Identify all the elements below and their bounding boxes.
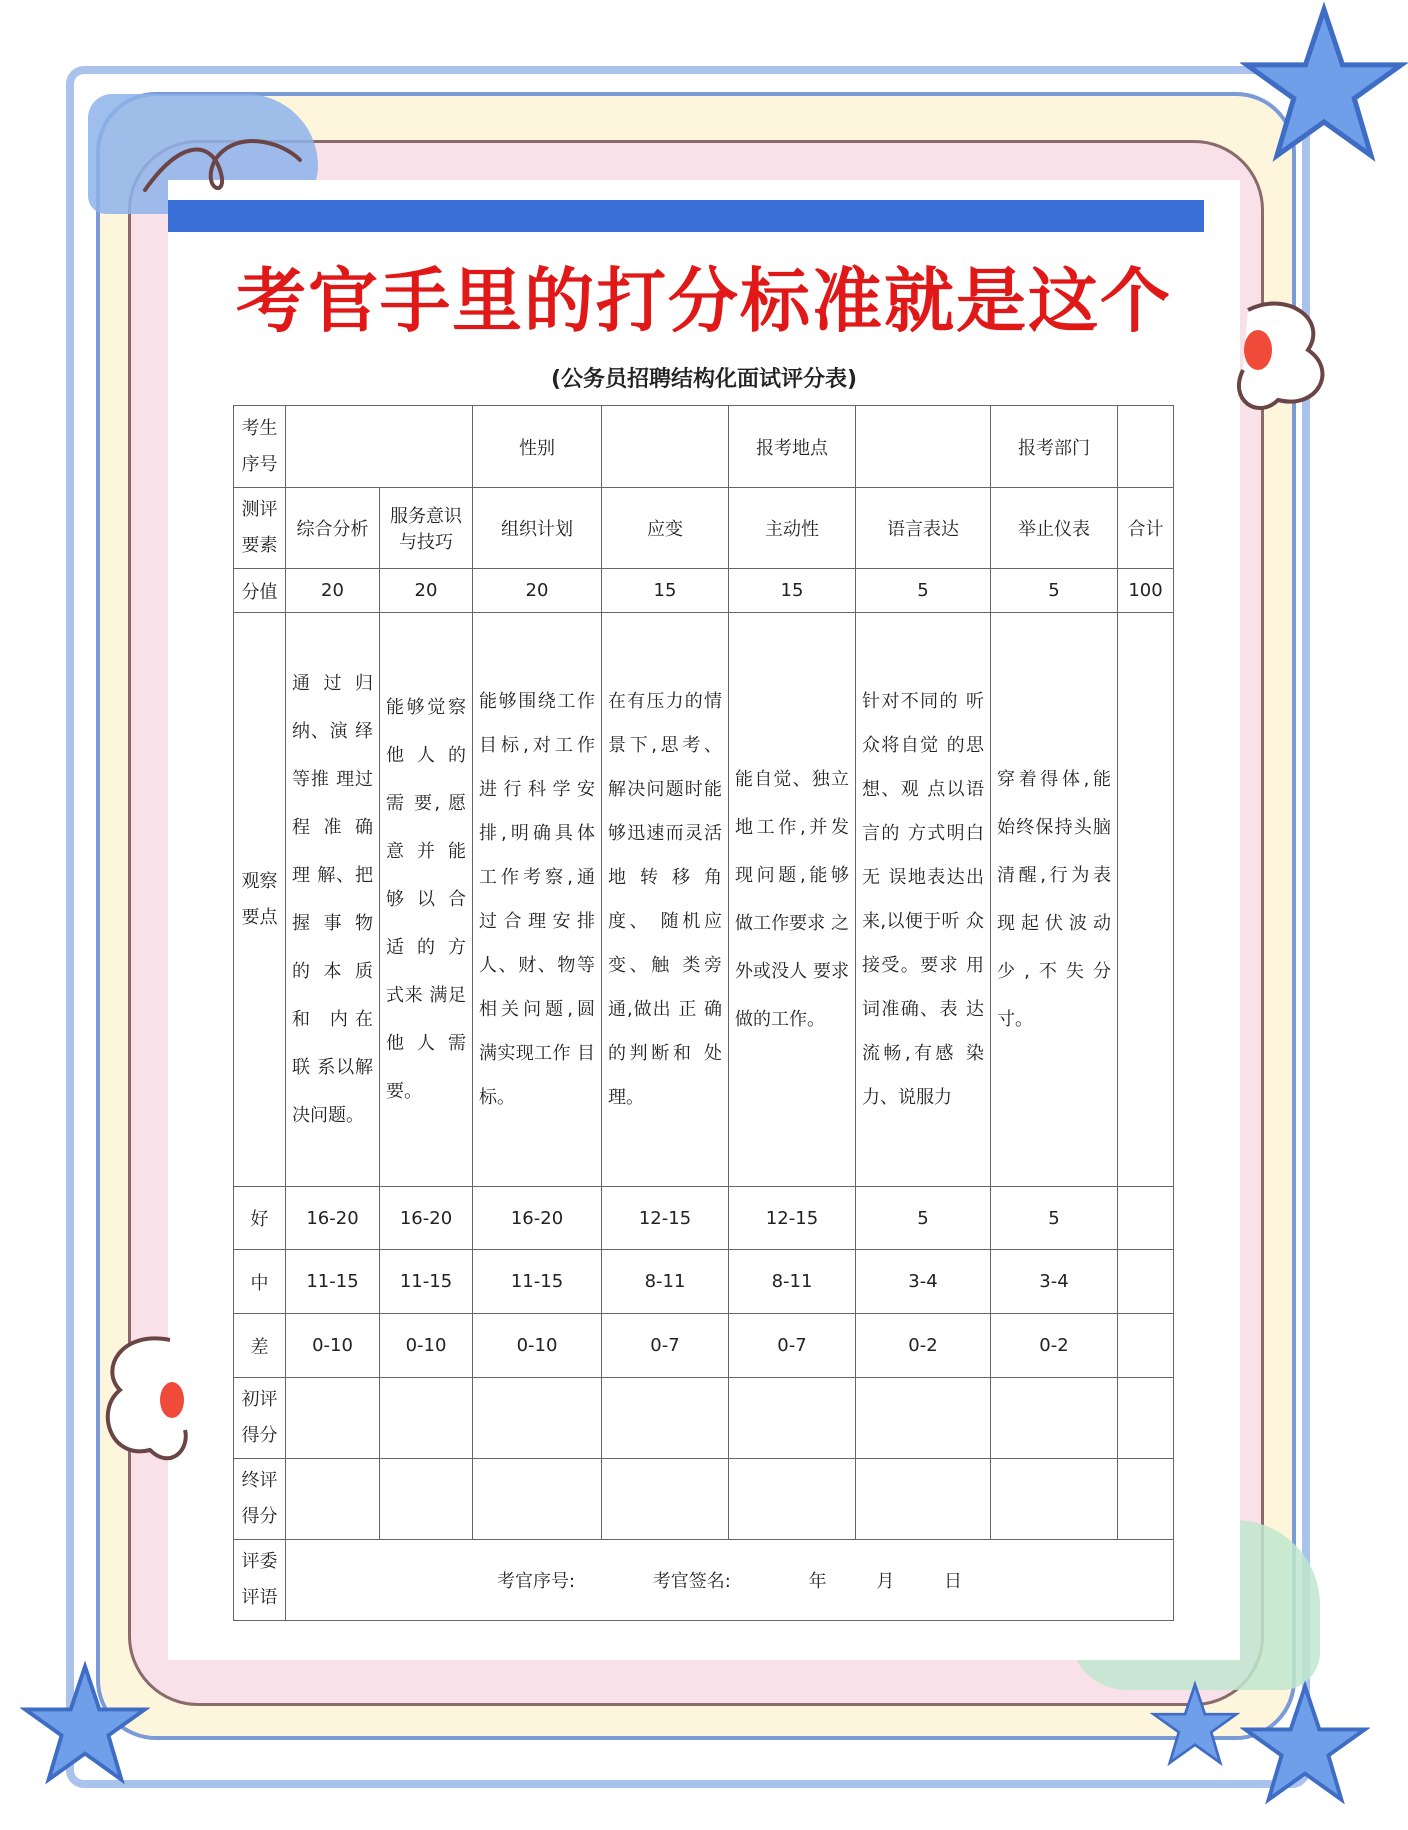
signature-area[interactable] xyxy=(286,1540,1174,1621)
final-score-row xyxy=(234,1459,1174,1540)
score-cell[interactable] xyxy=(286,1378,380,1459)
month-label: 月 xyxy=(876,1571,895,1592)
observation-text: 在有压力的情 景下,思考、 解决问题时能 够迅速而灵活 地 转 移 角 度、 随机应 变、触 类旁 通,做出 正 确的判断和 处理。 xyxy=(602,613,729,1187)
header-bar xyxy=(168,200,1204,232)
observation-label: 观察要点 xyxy=(234,613,286,1187)
score-cell[interactable] xyxy=(380,1459,473,1540)
star-icon xyxy=(20,1660,150,1790)
gender-field[interactable] xyxy=(602,406,729,488)
grade-label: 中 xyxy=(234,1250,286,1314)
score-cell[interactable] xyxy=(729,1459,856,1540)
observation-text: 能自觉、独立 地工作,并发 现问题,能够 做工作要求 之 外或没人 要求 做的工作。 xyxy=(729,613,856,1187)
grade-range: 5 xyxy=(856,1187,991,1250)
points-label: 分值 xyxy=(234,569,286,613)
grade-total-cell[interactable] xyxy=(1118,1250,1174,1314)
grade-range: 11-15 xyxy=(286,1250,380,1314)
points-value: 20 xyxy=(380,569,473,613)
score-cell[interactable] xyxy=(602,1378,729,1459)
score-cell[interactable] xyxy=(602,1459,729,1540)
grade-total-cell[interactable] xyxy=(1118,1314,1174,1378)
element-header: 服务意识与技巧 xyxy=(380,488,473,569)
grade-range: 0-10 xyxy=(473,1314,602,1378)
grade-range: 3-4 xyxy=(991,1250,1118,1314)
comment-row xyxy=(234,1540,1174,1621)
candidate-no-field[interactable] xyxy=(286,406,473,488)
comment-label: 评委评语 xyxy=(234,1540,286,1621)
score-cell[interactable] xyxy=(473,1459,602,1540)
observation-text: 针对不同的 听 众将自觉 的思 想、观 点以语 言的 方式明白 无 误地表达出 来,以便于听 众接受。要求 用词准确、表 达流畅,有感 染力、说服力 xyxy=(856,613,991,1187)
initial-score-row xyxy=(234,1378,1174,1459)
star-icon xyxy=(1240,1680,1370,1810)
swirl-doodle-icon xyxy=(140,130,320,200)
elements-row xyxy=(234,488,1174,569)
grade-row-poor xyxy=(234,1314,1174,1378)
score-cell[interactable] xyxy=(856,1378,991,1459)
form-subtitle: (公务员招聘结构化面试评分表) xyxy=(550,367,858,392)
observation-text: 能够围绕工作目标,对工作 进行科学安 排,明确具体 工作考察,通 过合理安排 人、财、物等 相关问题,圆 满实现工作 目标。 xyxy=(473,613,602,1187)
day-label: 日 xyxy=(944,1571,963,1592)
grade-range: 3-4 xyxy=(856,1250,991,1314)
score-cell[interactable] xyxy=(856,1459,991,1540)
observation-text: 穿着得体,能 始终保持头脑 清醒,行为表 现起伏波动 少,不失分 寸。 xyxy=(991,613,1118,1187)
location-label: 报考地点 xyxy=(729,406,856,488)
grade-range: 8-11 xyxy=(729,1250,856,1314)
initial-score-label: 初评得分 xyxy=(234,1378,286,1459)
gender-label: 性别 xyxy=(473,406,602,488)
page-title: 考官手里的打分标准就是这个 xyxy=(236,260,1172,342)
score-cell[interactable] xyxy=(473,1378,602,1459)
score-cell[interactable] xyxy=(380,1378,473,1459)
score-cell[interactable] xyxy=(1118,1459,1174,1540)
element-header: 主动性 xyxy=(729,488,856,569)
element-header: 举止仪表 xyxy=(991,488,1118,569)
points-value: 15 xyxy=(729,569,856,613)
points-value: 100 xyxy=(1118,569,1174,613)
grade-label: 好 xyxy=(234,1187,286,1250)
scoring-table xyxy=(233,405,1174,1621)
grade-range: 16-20 xyxy=(286,1187,380,1250)
observation-text: 能够觉察 他 人 的 需 要, 愿意 并 能 够 以 合 适 的 方 式来 满足 他 人 需 要。 xyxy=(380,613,473,1187)
element-header: 综合分析 xyxy=(286,488,380,569)
department-label: 报考部门 xyxy=(991,406,1118,488)
element-header: 语言表达 xyxy=(856,488,991,569)
grade-range: 16-20 xyxy=(380,1187,473,1250)
flower-doodle-icon xyxy=(1228,290,1338,420)
grade-label: 差 xyxy=(234,1314,286,1378)
grade-range: 0-10 xyxy=(286,1314,380,1378)
department-field[interactable] xyxy=(1118,406,1174,488)
score-cell[interactable] xyxy=(1118,1378,1174,1459)
observation-total-cell xyxy=(1118,613,1174,1187)
score-cell[interactable] xyxy=(991,1378,1118,1459)
grade-range: 11-15 xyxy=(473,1250,602,1314)
grade-range: 0-2 xyxy=(991,1314,1118,1378)
observation-row xyxy=(234,613,1174,1187)
score-cell[interactable] xyxy=(729,1378,856,1459)
flower-doodle-icon xyxy=(100,1330,190,1480)
year-label: 年 xyxy=(808,1571,827,1592)
points-value: 20 xyxy=(473,569,602,613)
grade-range: 8-11 xyxy=(602,1250,729,1314)
score-cell[interactable] xyxy=(991,1459,1118,1540)
score-cell[interactable] xyxy=(286,1459,380,1540)
candidate-info-row xyxy=(234,406,1174,488)
star-icon xyxy=(1150,1680,1240,1770)
element-header: 组织计划 xyxy=(473,488,602,569)
examiner-no-label: 考官序号: xyxy=(496,1571,576,1592)
grade-row-medium xyxy=(234,1250,1174,1314)
grade-range: 5 xyxy=(991,1187,1118,1250)
examiner-sign-label: 考官签名: xyxy=(652,1571,731,1592)
candidate-no-label: 考生序号 xyxy=(234,406,286,488)
points-value: 15 xyxy=(602,569,729,613)
element-header: 应变 xyxy=(602,488,729,569)
grade-row-good xyxy=(234,1187,1174,1250)
grade-range: 0-2 xyxy=(856,1314,991,1378)
final-score-label: 终评得分 xyxy=(234,1459,286,1540)
grade-range: 11-15 xyxy=(380,1250,473,1314)
points-value: 5 xyxy=(991,569,1118,613)
grade-range: 0-7 xyxy=(602,1314,729,1378)
grade-range: 12-15 xyxy=(602,1187,729,1250)
grade-range: 16-20 xyxy=(473,1187,602,1250)
points-value: 5 xyxy=(856,569,991,613)
observation-text: 通 过 归 纳、演 绎 等推 理过 程 准 确 理 解、把握 事 物 的 本 质和 内在 联 系以解 决问题。 xyxy=(286,613,380,1187)
grade-total-cell[interactable] xyxy=(1118,1187,1174,1250)
star-icon xyxy=(1240,0,1408,170)
grade-range: 12-15 xyxy=(729,1187,856,1250)
grade-range: 0-7 xyxy=(729,1314,856,1378)
location-field[interactable] xyxy=(856,406,991,488)
points-value: 20 xyxy=(286,569,380,613)
grade-range: 0-10 xyxy=(380,1314,473,1378)
elements-label: 测评要素 xyxy=(234,488,286,569)
element-header: 合计 xyxy=(1118,488,1174,569)
points-row xyxy=(234,569,1174,613)
